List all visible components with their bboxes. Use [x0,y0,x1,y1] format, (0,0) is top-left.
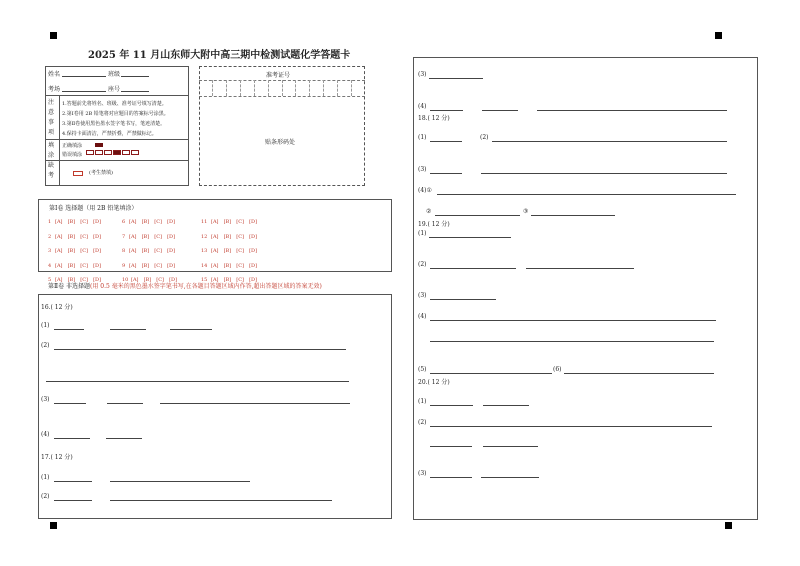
q19-part3-label: (3) [418,292,427,299]
answer-box-right [413,57,758,520]
page-title: 2025 年 11 月山东师大附中高三期中检测试题化学答题卡 [88,50,351,61]
choice-row[interactable]: 12 [A] [B] [C] [D] [201,233,258,240]
q16-1-blank-c[interactable] [170,329,212,330]
q17-part1-label: (1) [41,474,50,481]
registration-mark-bottom-right [725,522,732,529]
name-field[interactable] [62,76,106,77]
q16-2-blank-b[interactable] [46,381,349,382]
q17-4-blank-b[interactable] [482,110,518,111]
class-label: 班级 [108,71,121,78]
q18-3-blank-a[interactable] [430,173,462,174]
choice-column-1 [48,213,101,286]
q16-part2-label: (2) [41,342,50,349]
correct-fill-label: 正确填涂 [62,143,83,149]
section2-title: 第Ⅱ卷 非选择题(用 0.5 毫米的黑色墨水签字笔书写,在各题目答题区域内作答,超出答题区域的答案无效) [48,283,322,290]
q20-3-blank-a[interactable] [430,477,472,478]
choice-row[interactable]: 2 [A] [B] [C] [D] [48,233,102,240]
q18-2-blank[interactable] [492,141,727,142]
q19-part1-label: (1) [418,230,427,237]
q18-part2-label: (2) [480,134,489,141]
q20-part2-label: (2) [418,419,427,426]
q20-2-blank-c[interactable] [483,446,538,447]
q20-2-blank-a[interactable] [430,426,712,427]
q17-2-blank-a[interactable] [54,500,92,501]
choice-column-2 [122,213,177,286]
choice-row[interactable]: 11 [A] [B] [C] [D] [201,219,258,225]
fill-label: 填 涂 [48,142,55,159]
q16-label: 16.( 12 分) [41,304,73,311]
q17-4-blank-c[interactable] [537,110,727,111]
q19-5-blank[interactable] [430,373,552,374]
q16-2-blank-a[interactable] [54,349,346,350]
q18-4-circle2: ② [426,208,432,215]
q19-part2-label: (2) [418,261,427,268]
q18-4-circle3: ③ [523,208,529,215]
choice-row[interactable]: 5 [A] [B] [C] [D] [48,277,102,283]
q18-part1-label: (1) [418,134,427,141]
name-label: 姓名 [48,71,61,78]
choice-row[interactable]: 10 [A] [B] [C] [D] [122,277,178,283]
q19-part6-label: (6) [553,366,562,373]
q19-6-blank[interactable] [564,373,714,374]
registration-mark-top-right [715,32,722,39]
q16-part3-label: (3) [41,396,50,403]
section1-title: 第Ⅰ卷 选择题（用 2B 铅笔填涂） [49,205,138,212]
choice-row[interactable]: 3 [A] [B] [C] [D] [48,248,102,254]
q20-3-blank-b[interactable] [481,477,539,478]
choice-row[interactable]: 1 [A] [B] [C] [D] [48,219,102,225]
exam-id-grid[interactable] [199,80,365,96]
q17-3-blank[interactable] [429,78,483,79]
notice-label: 注 意 事 项 [48,99,55,136]
q19-3-blank[interactable] [430,299,496,300]
q18-label: 18.( 12 分) [418,115,450,122]
choice-row[interactable]: 9 [A] [B] [C] [D] [122,262,176,269]
q17-1-blank-a[interactable] [54,481,92,482]
q16-part1-label: (1) [41,322,50,329]
seat-label: 座号 [108,86,121,93]
q17-part4-label: (4) [418,103,427,110]
choice-row[interactable]: 4 [A] [B] [C] [D] [48,262,102,269]
q17-label: 17.( 12 分) [41,454,73,461]
q20-label: 20.( 12 分) [418,379,450,386]
q18-4-blank-3[interactable] [531,215,615,216]
answer-box-left [38,294,392,519]
q16-part4-label: (4) [41,431,50,438]
choice-row[interactable]: 14 [A] [B] [C] [D] [201,262,258,269]
absent-label: 缺 考 [48,162,55,179]
q16-4-blank-b[interactable] [106,438,142,439]
choice-row[interactable]: 13 [A] [B] [C] [D] [201,248,258,254]
choice-column-3 [201,213,257,286]
q19-4-blank-a[interactable] [430,320,716,321]
notice-item: 2.第Ⅰ卷用 2B 铅笔将对应题目的答案标号涂黑。 [62,111,169,117]
q20-2-blank-b[interactable] [430,446,472,447]
q19-part5-label: (5) [418,366,427,373]
q18-4-blank-1[interactable] [437,194,736,195]
q18-1-blank[interactable] [430,141,462,142]
q17-2-blank-b[interactable] [110,500,332,501]
barcode-label: 贴条形码处 [265,139,296,146]
q18-part3-label: (3) [418,166,427,173]
q20-1-blank-b[interactable] [483,405,529,406]
q20-1-blank-a[interactable] [430,405,473,406]
class-field[interactable] [121,76,149,77]
q20-part1-label: (1) [418,398,427,405]
q19-part4-label: (4) [418,313,427,320]
wrong-fill-swatches [86,150,140,155]
q19-2-blank-b[interactable] [526,268,634,269]
absent-note: (考生禁填) [89,170,113,176]
q19-4-blank-b[interactable] [430,341,714,342]
correct-fill-swatch [95,143,103,147]
q16-4-blank-a[interactable] [54,438,90,439]
registration-mark-top-left [50,32,57,39]
exam-id-label: 准考证号 [266,72,291,79]
q17-part3-label: (3) [418,71,427,78]
q16-1-blank-a[interactable] [54,329,84,330]
notice-item: 4.保持卡面清洁，严禁折叠，严禁做标记。 [62,131,157,137]
q17-1-blank-b[interactable] [110,481,250,482]
q17-part2-label: (2) [41,493,50,500]
seat-field[interactable] [121,91,149,92]
q19-1-blank[interactable] [429,237,511,238]
room-label: 考场 [48,86,61,93]
q18-3-blank-b[interactable] [481,173,727,174]
q20-part3-label: (3) [418,470,427,477]
notice-item: 1.答题前先将姓名、班级、准考证号填写清楚。 [62,101,167,107]
choice-row[interactable]: 15 [A] [B] [C] [D] [201,277,258,283]
q16-1-blank-b[interactable] [110,329,146,330]
q16-3-blank-a[interactable] [54,403,86,404]
q19-label: 19.( 12 分) [418,221,450,228]
absent-checkbox[interactable] [73,171,83,176]
q17-4-blank-a[interactable] [430,110,463,111]
notice-item: 3.第Ⅱ卷使用黑色墨水签字笔书写，笔迹清楚。 [62,121,166,127]
q18-part4-label: (4)① [418,187,432,194]
q18-4-blank-2[interactable] [435,215,520,216]
choice-row[interactable]: 7 [A] [B] [C] [D] [122,233,176,240]
choice-row[interactable]: 6 [A] [B] [C] [D] [122,219,176,225]
q16-3-blank-c[interactable] [160,403,350,404]
q16-3-blank-b[interactable] [107,403,143,404]
q19-2-blank-a[interactable] [430,268,516,269]
notice-list [62,99,169,139]
registration-mark-bottom-left [50,522,57,529]
wrong-fill-label: 错误填涂 [62,152,83,158]
choice-row[interactable]: 8 [A] [B] [C] [D] [122,248,176,254]
room-field[interactable] [62,91,106,92]
